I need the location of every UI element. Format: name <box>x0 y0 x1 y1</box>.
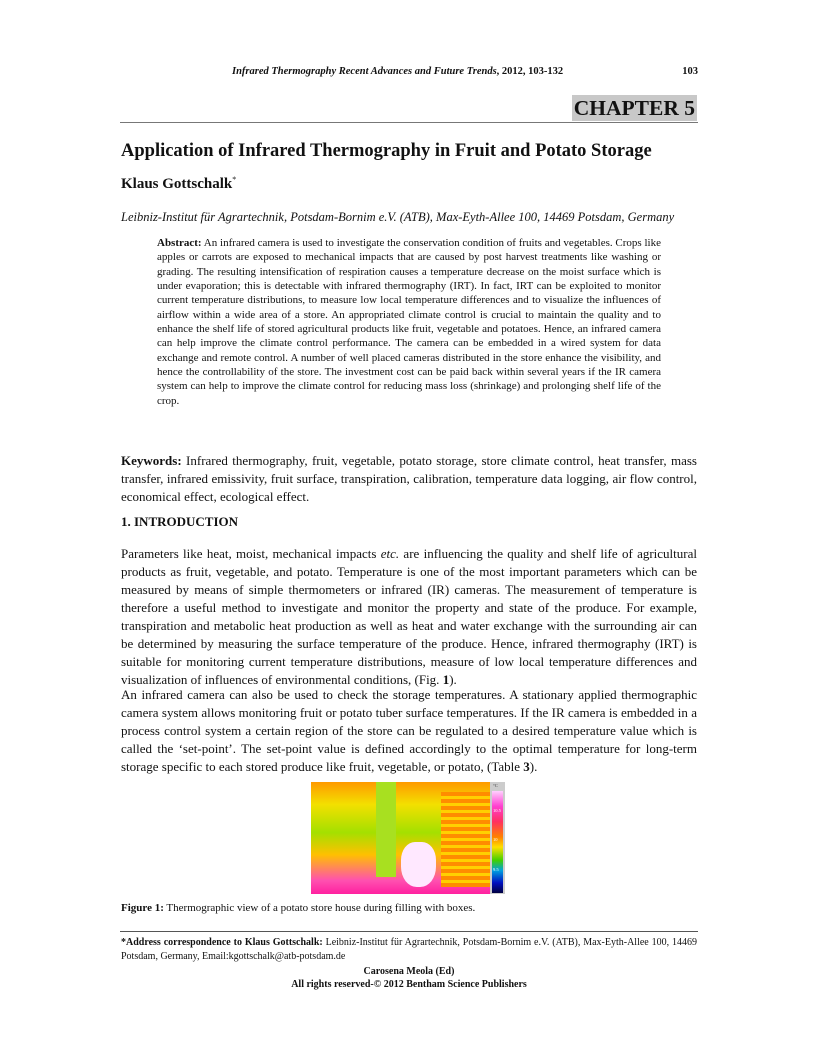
paragraph-2 <box>121 686 697 776</box>
author <box>121 175 236 193</box>
chapter-label: CHAPTER 5 <box>573 96 695 120</box>
author-name: Klaus Gottschalk <box>121 176 233 192</box>
text: etc. <box>380 546 400 561</box>
figure-caption <box>121 902 475 914</box>
abstract-label: Abstract: <box>157 237 202 249</box>
footnote-divider <box>120 931 698 932</box>
correspondence-label: *Address correspondence to Klaus Gottschalk: <box>121 937 323 948</box>
section-heading: 1. INTRODUCTION <box>121 514 239 529</box>
text: Parameters like heat, moist, mechanical impacts <box>121 546 381 561</box>
figure-ref-link[interactable]: 1 <box>442 672 450 687</box>
keywords-label: Keywords: <box>121 453 182 468</box>
scale-label: 9.5 <box>493 867 499 872</box>
table-ref-link[interactable]: 3 <box>523 759 530 774</box>
abstract <box>157 236 661 408</box>
journal-title: Infrared Thermography Recent Advances and Future Trends <box>232 66 497 77</box>
abstract-text: An infrared camera is used to investigate the conservation condition of fruits and vegetables. Crops like apples or carrots are exposed to mechanical impacts that are caused by post harvest treatments like washing or grading. The resulting intensification of respiration causes a temperature decrease on the moist surface which is under evaporation; this is detectable with infrared thermography (IRT). In fact, IRT can be exploited to monitor current temperature distributions, to measure low local temperature differences and to visualize the influences of airflow within a wide area of a store. An appropriated climate control is crucial to maintain the quality and to enhance the shelf life of stored agricultural products like fruit, vegetable and potatoes. Hence, an infrared camera can help improve the climate control performance. The camera can be embedded in a wired system for data exchange and remote control. A number of well placed cameras distributed in the store enhance the visibility, and hence the controllability of the store. The investment cost can be paid back within several years if the IR camera system can help to improve the climate control for reducing mass loss (shrinkage) and prolonging shelf life of the crop. <box>157 237 661 407</box>
divider <box>120 122 698 123</box>
text: ). <box>529 759 538 774</box>
scale-label: 10 <box>493 837 498 842</box>
paragraph-1 <box>121 545 697 689</box>
copyright: All rights reserved-© 2012 Bentham Science Publishers <box>291 979 527 990</box>
temperature-scale <box>490 782 505 894</box>
text: are influencing the quality and shelf life of agricultural products as fruit, vegetable, and potato. Temperature is one of the most important parameters which can be measured by means of simple thermometers or infrared (IR) cameras. The measurement of temperature is therefore a useful method to investigate and monitor the property and state of the produce. For example, transpiration and metabolic heat production as well as heat and water exchange with the surrounding air can be determined by measuring the surface temperature of the produce. Hence, infrared thermography (IRT) is suitable for monitoring current temperature distributions, measure of low local temperature differences and visualization of influences of environmental conditions, (Fig. <box>121 546 697 687</box>
correspondence-note <box>121 936 697 963</box>
text: ). <box>449 672 457 687</box>
year-pages: , 2012, 103-132 <box>496 66 564 77</box>
scale-unit: °C <box>493 783 498 788</box>
paper-title: Application of Infrared Thermography in Fruit and Potato Storage <box>121 141 652 161</box>
author-footnote-mark: * <box>232 175 237 184</box>
text: An infrared camera can also be used to check the storage temperatures. A stationary applied thermographic camera system allows monitoring fruit or potato tuber surface temperatures. If the IR camera is embedded in a process control system a certain region of the store can be regulated to a desired temperature value which is called the ‘set-point’. The set-point value is defined accordingly to the optimal temperature for long-term storage specific to each stored produce like fruit, vegetable, or potato, (Table <box>121 687 697 774</box>
running-header <box>232 66 698 77</box>
editor: Carosena Meola (Ed) <box>363 966 455 977</box>
caption-text: Thermographic view of a potato store house during filling with boxes. <box>163 902 476 914</box>
keywords-text: Infrared thermography, fruit, vegetable, potato storage, store climate control, heat transfer, mass transfer, infrared emissivity, fruit surface, transpiration, calibration, temperature data logging, air flow control, economical effect, ecological effect. <box>121 453 697 504</box>
affiliation: Leibniz-Institut für Agrartechnik, Potsdam-Bornim e.V. (ATB), Max-Eyth-Allee 100, 14469 Potsdam, Germany <box>121 210 675 224</box>
color-bar <box>492 791 503 893</box>
thermographic-image <box>311 782 490 894</box>
keywords <box>121 452 697 506</box>
scale-label: 10.5 <box>493 808 501 813</box>
page-number: 103 <box>682 66 698 77</box>
correspondence-text: Leibniz-Institut für Agrartechnik, Potsdam-Bornim e.V. (ATB), Max-Eyth-Allee 100, 14469 Potsdam, Germany, Email:kgottschalk@atb-potsdam.de <box>121 937 697 962</box>
caption-label: Figure 1: <box>121 902 164 914</box>
